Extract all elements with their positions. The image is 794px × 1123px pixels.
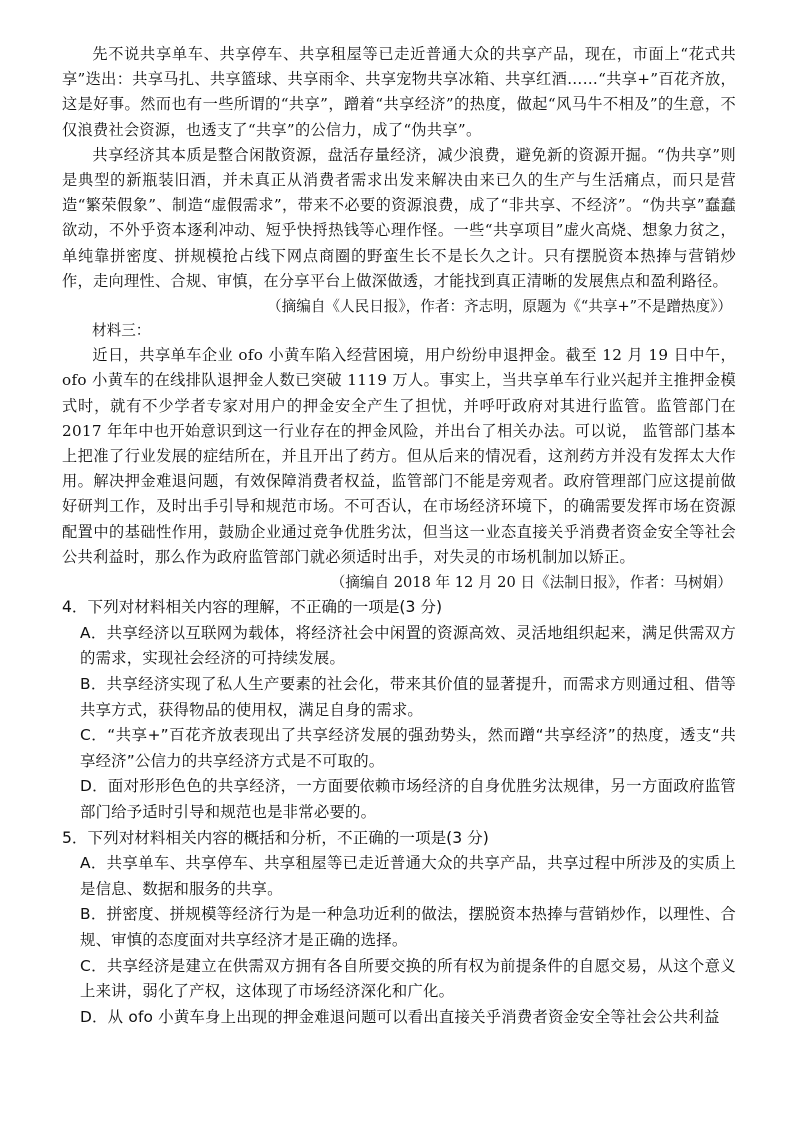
material2-source: （摘编自《人民日报》，作者：齐志明，原题为《“共享+”不是蹭热度》） [267,298,732,316]
material3-paragraph: 近日，共享单车企业 ofo 小黄车陷入经营困境，用户纷纷申退押金。截至 12 月 19 日中午，ofo 小黄车的在线排队退押金人数已突破 1119 万人。事实上，当共享单车行业兴起并主推押金模式时，就有不少学者专家对用户的押金安全产生了担忧，并呼吁政府对其进行监管。监管部门在 2017 年年中也开始意识到这一行业存在的押金风险，并出台了相关办法。可以说， 监管部门基本上把准了行业发展的症结所在，并且开出了药方。但从后来的情况看，这剂药方并没有发挥太大作用。解决押金难退问题，有效保障消费者权益，监管部门不能是旁观者。政府管理部门应这提前做好研判工作，及时出手引导和规范市场。不可否认，在市场经济环境下，的确需要发挥市场在资源配置中的基础性作用，鼓励企业通过竞争优胜劣汰，但当这一业态直接关乎消费者资金安全等社会公共利益时，那么作为政府监管部门就必须适时出手，对失灵的市场机制加以矫正。 [62,346,736,566]
option-b: B．共享经济实现了私人生产要素的社会化，带来其价值的显著提升，而需求方则通过租、借等共享方式，获得物品的使用权，满足自身的需求。 [80,675,736,719]
material3-label: 材料三： [92,322,151,340]
question-stem: 5．下列对材料相关内容的概括和分析，不正确的一项是(3 分) [62,828,489,847]
option-c: C．共享经济是建立在供需双方拥有各自所要交换的所有权为前提条件的自愿交易，从这个意义上来讲，弱化了产权，这体现了市场经济深化和广化。 [80,956,736,1001]
option-a: A．共享经济以互联网为载体，将经济社会中闲置的资源高效、灵活地组织起来，满足供需双方的需求，实现社会经济的可持续发展。 [80,623,736,668]
option-c: C．“共享+”百花齐放表现出了共享经济发展的强劲势头，然而蹭“共享经济”的热度，透支“共享经济”公信力的共享经济方式是不可取的。 [80,726,736,770]
question-stem: 4．下列对材料相关内容的理解，不正确的一项是(3 分) [62,598,443,617]
option-b: B．拼密度、拼规模等经济行为是一种急功近利的做法，摆脱资本热捧与营销炒作，以理性、合规、审慎的态度面对共享经济才是正确的选择。 [80,905,736,949]
option-a: A．共享单车、共享停车、共享租屋等已走近普通大众的共享产品，共享过程中所涉及的实质上是信息、数据和服务的共享。 [80,854,736,898]
question-5 [62,826,736,1031]
option-d: D．面对形形色色的共享经济，一方面要依赖市场经济的自身优胜劣汰规律，另一方面政府监管部门给予适时引导和规范也是非常必要的。 [80,777,736,822]
question-4 [62,595,736,825]
material3-source: （摘编自 2018 年 12 月 20 日《法制日报》，作者：马树娟） [330,574,732,592]
option-d: D．从 ofo 小黄车身上出现的押金难退问题可以看出直接关乎消费者资金安全等社会公共利益 [80,1007,720,1026]
material2-paragraph-2: 共享经济其本质是整合闲散资源，盘活存量经济，减少浪费，避免新的资源开掘。“伪共享”则是典型的新瓶装旧酒，并未真正从消费者需求出发来解决由来已久的生产与生活痛点，而只是营造“繁荣假象”、制造“虚假需求”，带来不必要的资源浪费，成了“非共享、不经济”。“伪共享”蠢蠢欲动，不外乎资本逐利冲动、短乎快捋热钱等心理作怪。一些“共享项目”虚火高烧、想象力贫之，单纯靠拼密度、拼规模抢占线下网点商圈的野蛮生长不是长久之计。只有摆脱资本热捧与营销炒作，走向理性、合规、审慎，在分享平台上做深做透，才能找到真正清晰的发展焦点和盈利路径。 [62,145,736,290]
material2-paragraph-1: 先不说共享单车、共享停车、共享租屋等已走近普通大众的共享产品，现在，市面上“花式共享”迭出：共享马扎、共享篮球、共享雨伞、共享宠物共享冰箱、共享红酒……“共享+”百花齐放，这是好事。然而也有一些所谓的“共享”，蹭着“共享经济”的热度，做起“风马牛不相及”的生意，不仅浪费社会资源，也透支了“共享”的公信力，成了“伪共享”。 [62,45,736,139]
